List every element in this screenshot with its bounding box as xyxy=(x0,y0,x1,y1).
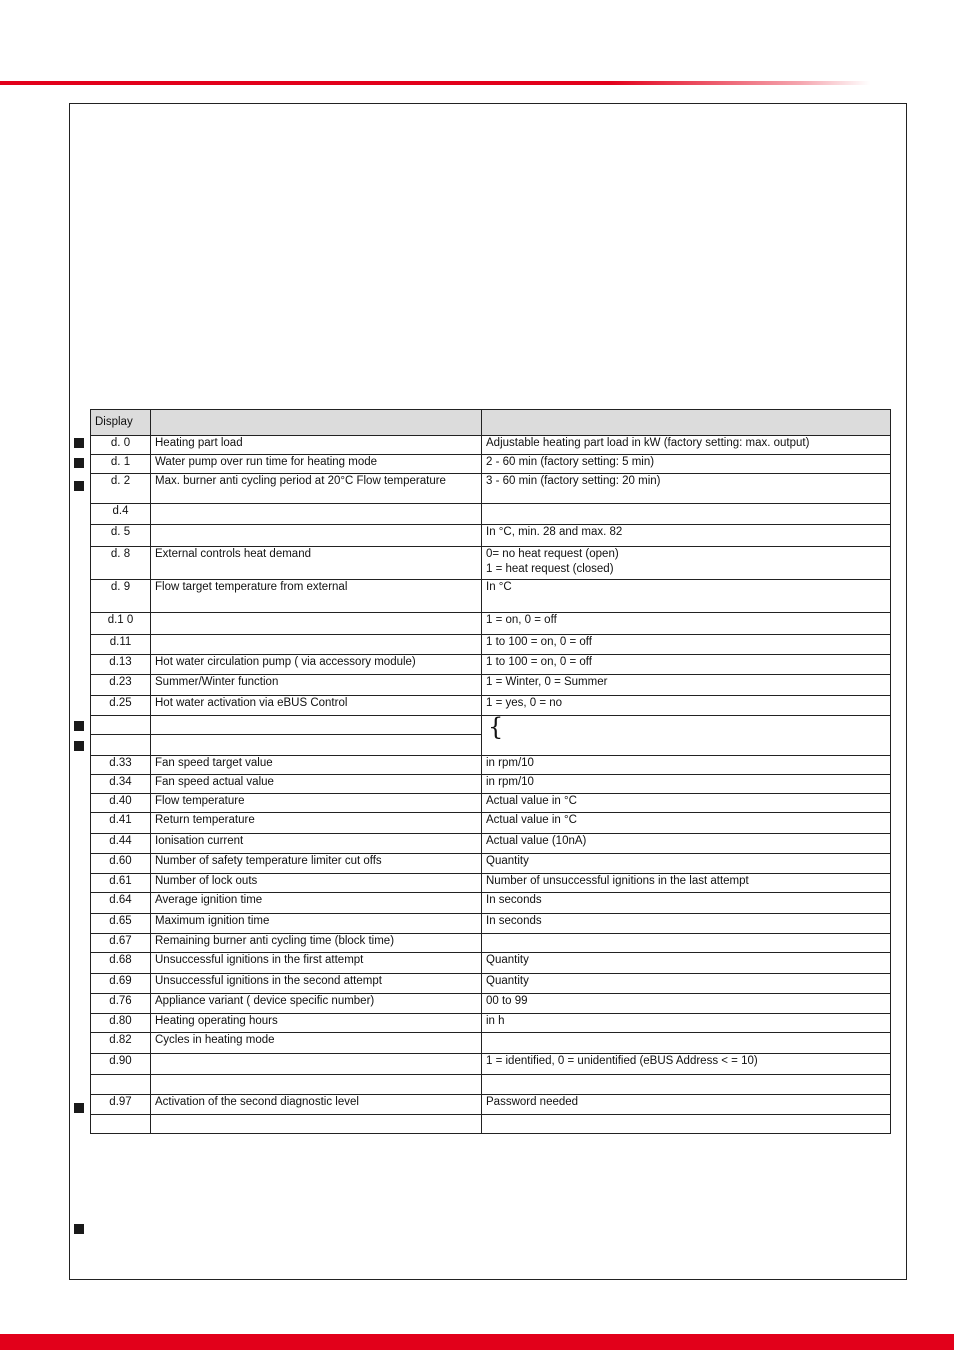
table-row xyxy=(91,675,891,696)
value-cell: 2 - 60 min (factory setting: 5 min) xyxy=(482,455,891,474)
table-row xyxy=(91,525,891,547)
value-cell: Quantity xyxy=(482,953,891,974)
header-value xyxy=(482,410,891,436)
table-header-row xyxy=(91,410,891,436)
header-display: Display xyxy=(91,410,151,436)
description-cell: Hot water circulation pump ( via accessory module) xyxy=(151,655,482,675)
description-cell: Water pump over run time for heating mode xyxy=(151,455,482,474)
value-cell: { xyxy=(482,716,891,756)
table-row xyxy=(91,893,891,914)
display-code-cell: d.60 xyxy=(91,854,151,874)
table-row xyxy=(91,1075,891,1095)
table-row xyxy=(91,635,891,655)
value-cell xyxy=(482,1115,891,1134)
display-code-cell: d. 5 xyxy=(91,525,151,547)
table-row xyxy=(91,1014,891,1033)
display-code-cell: d. 8 xyxy=(91,547,151,580)
value-cell: In °C xyxy=(482,580,891,613)
display-code-cell: d.69 xyxy=(91,974,151,994)
display-code-cell: d.68 xyxy=(91,953,151,974)
header-description xyxy=(151,410,482,436)
description-cell xyxy=(151,525,482,547)
display-code-cell xyxy=(91,1115,151,1134)
table-row xyxy=(91,696,891,716)
display-code-cell: d.33 xyxy=(91,756,151,775)
table-row xyxy=(91,994,891,1014)
display-code-cell: d. 0 xyxy=(91,436,151,455)
description-cell: Flow target temperature from external xyxy=(151,580,482,613)
value-cell: 1 = on, 0 = off xyxy=(482,613,891,635)
description-cell: Remaining burner anti cycling time (block time) xyxy=(151,934,482,953)
display-code-cell: d. 2 xyxy=(91,474,151,504)
table-row xyxy=(91,1033,891,1054)
value-cell: Adjustable heating part load in kW (factory setting: max. output) xyxy=(482,436,891,455)
description-cell: Number of lock outs xyxy=(151,874,482,893)
description-cell xyxy=(151,1054,482,1075)
table-row xyxy=(91,655,891,675)
bottom-red-bar xyxy=(0,1334,954,1350)
table-row xyxy=(91,504,891,525)
display-code-cell: d.44 xyxy=(91,834,151,854)
display-code-cell xyxy=(91,716,151,735)
value-cell: 1 to 100 = on, 0 = off xyxy=(482,655,891,675)
description-cell: Unsuccessful ignitions in the second attempt xyxy=(151,974,482,994)
description-cell: Appliance variant ( device specific number) xyxy=(151,994,482,1014)
display-code-cell: d.90 xyxy=(91,1054,151,1075)
description-cell: Unsuccessful ignitions in the first attempt xyxy=(151,953,482,974)
description-cell xyxy=(151,716,482,735)
value-cell: Password needed xyxy=(482,1095,891,1115)
value-cell: Actual value in °C xyxy=(482,813,891,834)
display-code-cell: d.4 xyxy=(91,504,151,525)
description-cell: Fan speed actual value xyxy=(151,775,482,794)
diagnostic-codes-table xyxy=(90,409,891,1134)
table-row xyxy=(91,436,891,455)
table-row xyxy=(91,934,891,953)
value-cell: in rpm/10 xyxy=(482,756,891,775)
side-marker xyxy=(74,741,84,751)
display-code-cell: d.25 xyxy=(91,696,151,716)
description-cell: Average ignition time xyxy=(151,893,482,914)
value-cell: 00 to 99 xyxy=(482,994,891,1014)
description-cell xyxy=(151,504,482,525)
table-row xyxy=(91,613,891,635)
display-code-cell: d.80 xyxy=(91,1014,151,1033)
display-code-cell: d.64 xyxy=(91,893,151,914)
side-marker xyxy=(74,481,84,491)
display-code-cell: d.61 xyxy=(91,874,151,893)
description-cell: Hot water activation via eBUS Control xyxy=(151,696,482,716)
value-cell: In seconds xyxy=(482,914,891,934)
description-cell: Ionisation current xyxy=(151,834,482,854)
value-cell: Actual value in °C xyxy=(482,794,891,813)
side-marker xyxy=(74,1103,84,1113)
table-row xyxy=(91,813,891,834)
table-row xyxy=(91,834,891,854)
side-marker xyxy=(74,721,84,731)
description-cell: Fan speed target value xyxy=(151,756,482,775)
value-cell: Quantity xyxy=(482,974,891,994)
value-cell: 1 = identified, 0 = unidentified (eBUS Address < = 10) xyxy=(482,1054,891,1075)
side-marker xyxy=(74,1224,84,1234)
display-code-cell: d. 1 xyxy=(91,455,151,474)
table-row xyxy=(91,455,891,474)
table-row xyxy=(91,974,891,994)
value-cell xyxy=(482,1075,891,1095)
description-cell: Heating part load xyxy=(151,436,482,455)
table-row xyxy=(91,474,891,504)
display-code-cell: d.1 0 xyxy=(91,613,151,635)
side-marker xyxy=(74,458,84,468)
display-code-cell xyxy=(91,1075,151,1095)
table-row xyxy=(91,794,891,813)
description-cell: Flow temperature xyxy=(151,794,482,813)
value-cell: 1 = yes, 0 = no xyxy=(482,696,891,716)
table-row xyxy=(91,775,891,794)
value-cell: in h xyxy=(482,1014,891,1033)
value-cell: 1 = Winter, 0 = Summer xyxy=(482,675,891,696)
description-cell xyxy=(151,613,482,635)
table-body xyxy=(91,436,891,1134)
value-cell: In °C, min. 28 and max. 82 xyxy=(482,525,891,547)
value-cell xyxy=(482,504,891,525)
value-cell: Number of unsuccessful ignitions in the last attempt xyxy=(482,874,891,893)
description-cell: External controls heat demand xyxy=(151,547,482,580)
display-code-cell xyxy=(91,735,151,756)
description-cell: Number of safety temperature limiter cut offs xyxy=(151,854,482,874)
display-code-cell: d. 9 xyxy=(91,580,151,613)
description-cell: Activation of the second diagnostic level xyxy=(151,1095,482,1115)
description-cell: Heating operating hours xyxy=(151,1014,482,1033)
value-cell: 3 - 60 min (factory setting: 20 min) xyxy=(482,474,891,504)
description-cell: Max. burner anti cycling period at 20°C Flow temperature xyxy=(151,474,482,504)
table-row xyxy=(91,756,891,775)
table-row xyxy=(91,1054,891,1075)
table-row xyxy=(91,874,891,893)
display-code-cell: d.13 xyxy=(91,655,151,675)
display-code-cell: d.11 xyxy=(91,635,151,655)
display-code-cell: d.34 xyxy=(91,775,151,794)
table-row xyxy=(91,716,891,735)
display-code-cell: d.41 xyxy=(91,813,151,834)
top-red-rule xyxy=(0,81,870,85)
table-row xyxy=(91,547,891,580)
display-code-cell: d.97 xyxy=(91,1095,151,1115)
side-marker xyxy=(74,438,84,448)
table-row xyxy=(91,1095,891,1115)
display-code-cell: d.40 xyxy=(91,794,151,813)
display-code-cell: d.23 xyxy=(91,675,151,696)
description-cell xyxy=(151,1115,482,1134)
value-cell: Actual value (10nA) xyxy=(482,834,891,854)
description-cell: Return temperature xyxy=(151,813,482,834)
description-cell xyxy=(151,635,482,655)
table-row xyxy=(91,854,891,874)
display-code-cell: d.82 xyxy=(91,1033,151,1054)
value-cell: 0= no heat request (open) 1 = heat request (closed) xyxy=(482,547,891,580)
description-cell: Cycles in heating mode xyxy=(151,1033,482,1054)
description-cell: Maximum ignition time xyxy=(151,914,482,934)
table-row xyxy=(91,580,891,613)
description-cell: Summer/Winter function xyxy=(151,675,482,696)
table-row xyxy=(91,914,891,934)
value-cell: in rpm/10 xyxy=(482,775,891,794)
table-row xyxy=(91,1115,891,1134)
table-row xyxy=(91,953,891,974)
value-cell: 1 to 100 = on, 0 = off xyxy=(482,635,891,655)
value-cell xyxy=(482,1033,891,1054)
value-cell: Quantity xyxy=(482,854,891,874)
display-code-cell: d.76 xyxy=(91,994,151,1014)
display-code-cell: d.65 xyxy=(91,914,151,934)
value-cell: In seconds xyxy=(482,893,891,914)
value-cell xyxy=(482,934,891,953)
description-cell xyxy=(151,1075,482,1095)
display-code-cell: d.67 xyxy=(91,934,151,953)
description-cell xyxy=(151,735,482,756)
